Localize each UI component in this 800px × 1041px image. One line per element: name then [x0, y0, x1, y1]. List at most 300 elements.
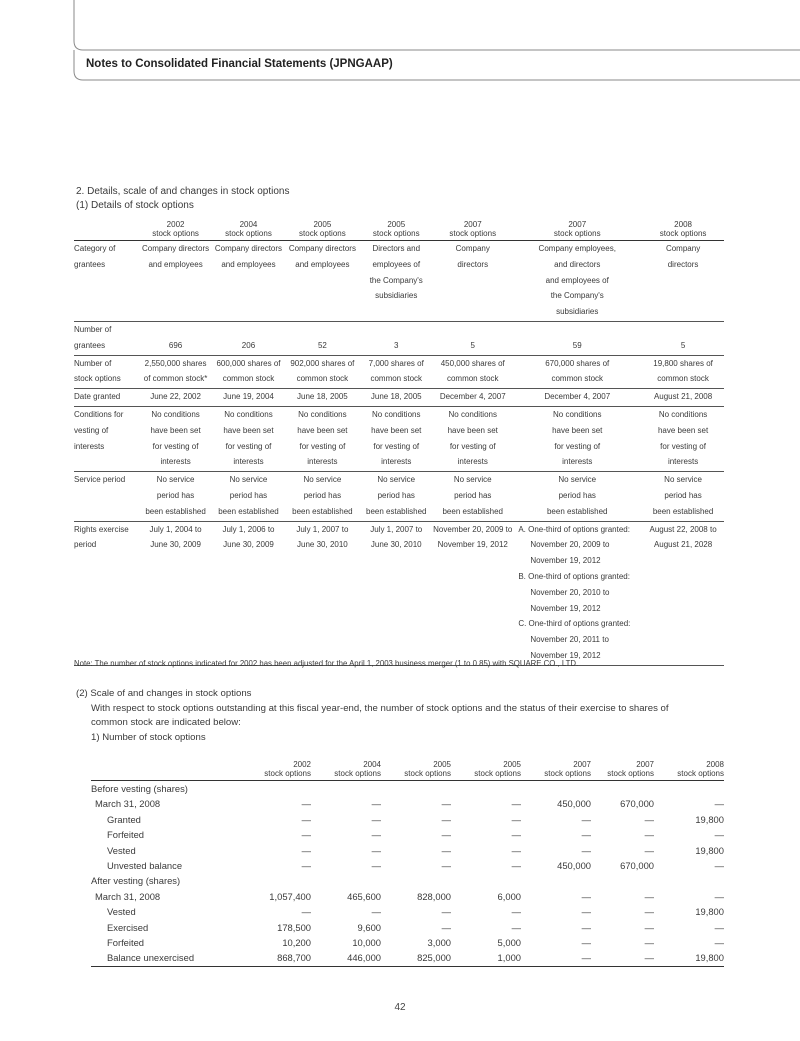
cell-line: 2,550,000 shares: [144, 358, 207, 368]
cell-line: [285, 322, 359, 338]
table-cell: [642, 472, 724, 521]
cell-line: November 20, 2010 to: [530, 587, 610, 597]
table-cell: [433, 521, 512, 665]
table-cell: —: [301, 860, 311, 872]
table-cell: —: [644, 921, 654, 933]
table-cell: [381, 873, 451, 888]
row-label-line: Service period: [74, 475, 126, 485]
column-header-line: 2005: [503, 760, 521, 769]
paragraph-line-1: With respect to stock options outstanding at this fiscal year-end, the number of stock options and the status of their exercise to shares of: [91, 703, 669, 714]
row-label-line: Rights exercise: [74, 524, 129, 534]
cell-line: A. One-third of options granted:: [518, 524, 630, 534]
cell-line: 600,000 shares of: [216, 358, 281, 368]
column-header: [212, 220, 286, 241]
cell-line: the Company's: [369, 275, 423, 285]
row-label: [74, 472, 140, 521]
table-cell: [433, 389, 512, 407]
cell-line: June 30, 2009: [150, 540, 201, 550]
cell-line: [140, 322, 212, 338]
cell-line: employees of: [372, 259, 421, 269]
table-cell: [212, 321, 286, 355]
table-cell: —: [301, 798, 311, 810]
table-cell: —: [581, 921, 591, 933]
cell-line: June 30, 2010: [370, 540, 422, 550]
cell-line: common stock: [551, 374, 604, 384]
row-label-line: Number of: [74, 324, 112, 334]
cell-line: August 21, 2008: [653, 392, 713, 402]
column-header: [642, 220, 724, 241]
row-label-line: grantees: [74, 340, 106, 350]
cell-line: Company: [665, 244, 701, 253]
table-cell: 450,000: [557, 860, 591, 872]
column-header-line: 2005: [387, 220, 406, 229]
row-label-line: interests: [74, 441, 105, 451]
table-cell: —: [644, 813, 654, 825]
table-cell: —: [581, 844, 591, 856]
column-header: [241, 760, 311, 781]
table-cell: —: [581, 813, 591, 825]
column-header: [381, 760, 451, 781]
table-cell: 825,000: [381, 950, 451, 966]
cell-line: August 21, 2028: [653, 540, 713, 550]
cell-line: directors: [457, 259, 489, 269]
column-header: [140, 220, 212, 241]
column-header-line: stock options: [677, 769, 724, 778]
cell-line: for vesting of: [152, 441, 199, 451]
cell-line: common stock: [296, 374, 349, 384]
table-row: [91, 920, 724, 935]
cell-line: [212, 322, 286, 338]
cell-line: C. One-third of options granted:: [518, 619, 631, 629]
column-header-line: stock options: [225, 229, 272, 238]
column-header: [451, 760, 521, 781]
cell-line: November 19, 2012: [530, 603, 601, 613]
row-label: March 31, 2008: [95, 798, 161, 810]
cell-line: 902,000 shares of: [290, 358, 355, 368]
table-row: [91, 843, 724, 858]
table-cell: —: [511, 798, 521, 810]
cell-line: common stock: [222, 374, 275, 384]
table-cell: 9,600: [357, 921, 381, 933]
table-cell: [285, 321, 359, 355]
row-label: [74, 321, 140, 355]
table-cell: —: [644, 844, 654, 856]
table-cell: [241, 873, 311, 888]
table-row: [74, 355, 724, 389]
column-header-line: 2005: [433, 760, 451, 769]
table-cell: —: [511, 906, 521, 918]
cell-line: common stock: [370, 374, 423, 384]
table-cell: 1,057,400: [269, 890, 311, 902]
table-cell: [359, 355, 433, 389]
table-cell: [359, 472, 433, 521]
cell-line: period has: [156, 490, 195, 500]
table-row: [74, 241, 724, 322]
row-label-line: vesting of: [74, 425, 109, 435]
page-number: 42: [394, 1002, 406, 1013]
cell-line: Company directors: [142, 244, 210, 253]
cell-line: and employees: [295, 259, 350, 269]
table-cell: 670,000: [620, 860, 654, 872]
row-label: Balance unexercised: [91, 950, 241, 966]
table-cell: —: [581, 829, 591, 841]
cell-line: interests: [307, 457, 338, 467]
table-cell: 19,800: [695, 906, 724, 918]
cell-line: B. One-third of options granted:: [518, 571, 630, 581]
column-header: [311, 760, 381, 781]
table-note: Note: The number of stock options indicated for 2002 has been adjusted for the April 1, 2003 business merger (1 to 0.85) with SQUARE CO., LTD.: [74, 659, 579, 668]
cell-line: period has: [303, 490, 342, 500]
cell-line: been established: [218, 506, 279, 516]
cell-line: November 20, 2009 to: [433, 524, 513, 534]
column-header: [359, 220, 433, 241]
row-label-line: stock options: [74, 374, 121, 384]
table-cell: [433, 355, 512, 389]
column-header-line: stock options: [544, 769, 591, 778]
row-label: [74, 521, 140, 665]
cell-line: for vesting of: [225, 441, 272, 451]
row-label: Vested: [107, 844, 136, 856]
table-cell: 19,800: [695, 813, 724, 825]
table-cell: —: [521, 950, 591, 966]
table-cell: —: [301, 829, 311, 841]
table-cell: 1,000: [451, 950, 521, 966]
table-cell: [591, 873, 654, 888]
table-cell: 828,000: [417, 890, 451, 902]
cell-line: July 1, 2007 to: [296, 524, 349, 534]
row-label: [74, 241, 140, 322]
cell-line: have been set: [657, 425, 709, 435]
table-cell: [642, 321, 724, 355]
table-cell: 10,200: [282, 937, 311, 949]
column-header: [654, 760, 724, 781]
cell-line: July 1, 2004 to: [149, 524, 202, 534]
table-cell: [642, 389, 724, 407]
cell-line: have been set: [150, 425, 201, 435]
cell-line: 3: [394, 340, 399, 350]
row-label-line: period: [74, 540, 97, 550]
cell-line: 5: [680, 340, 686, 350]
cell-line: Company directors: [214, 244, 283, 253]
cell-line: July 1, 2007 to: [370, 524, 423, 534]
column-header-line: stock options: [152, 229, 199, 238]
cell-line: of common stock*: [143, 374, 208, 384]
list-item-heading: 1) Number of stock options: [91, 732, 206, 743]
table-cell: [311, 873, 381, 888]
cell-line: been established: [145, 506, 206, 516]
cell-line: Company employees,: [538, 244, 616, 253]
table-cell: —: [714, 890, 724, 902]
cell-line: Directors and: [372, 244, 421, 253]
cell-line: No service: [377, 475, 416, 485]
row-label: Before vesting (shares): [91, 783, 188, 794]
row-label-line: grantees: [74, 259, 106, 269]
cell-line: December 4, 2007: [544, 392, 611, 402]
cell-line: interests: [457, 457, 488, 467]
cell-line: been established: [366, 506, 427, 516]
table-cell: [140, 241, 212, 322]
table-cell: [451, 781, 521, 797]
row-label: [74, 406, 140, 471]
cell-line: No conditions: [553, 409, 602, 419]
table-cell: —: [511, 844, 521, 856]
table-cell: [512, 406, 642, 471]
table-cell: [521, 873, 591, 888]
cell-line: No service: [558, 475, 597, 485]
row-label-line: Category of: [74, 244, 116, 253]
cell-line: for vesting of: [299, 441, 346, 451]
row-label-line: Conditions for: [74, 409, 124, 419]
table-cell: —: [441, 860, 451, 872]
table-row: [91, 889, 724, 904]
cell-line: August 22, 2008 to: [649, 524, 717, 534]
table-cell: [512, 472, 642, 521]
table-row: [91, 812, 724, 827]
table-cell: [140, 355, 212, 389]
cell-line: [512, 322, 642, 338]
cell-line: been established: [442, 506, 503, 516]
column-header: [285, 220, 359, 241]
cell-line: for vesting of: [449, 441, 496, 451]
page-title: Notes to Consolidated Financial Statements (JPNGAAP): [86, 58, 393, 70]
table-cell: [433, 406, 512, 471]
table-cell: —: [441, 921, 451, 933]
row-label: [74, 355, 140, 389]
row-label: After vesting (shares): [91, 875, 181, 887]
cell-line: have been set: [447, 425, 498, 435]
table-cell: [433, 241, 512, 322]
column-header-line: 2007: [463, 220, 482, 229]
table-cell: 19,800: [695, 844, 724, 856]
table-cell: 3,000: [427, 937, 451, 949]
row-label: Forfeited: [107, 937, 144, 949]
cell-line: been established: [292, 506, 353, 516]
table-row: [91, 827, 724, 842]
cell-line: have been set: [552, 425, 603, 435]
cell-line: No service: [229, 475, 268, 485]
column-header: [521, 760, 591, 781]
table-cell: —: [441, 829, 451, 841]
table-cell: [140, 406, 212, 471]
subsection-heading-1: (1) Details of stock options: [76, 200, 194, 211]
table-cell: [140, 472, 212, 521]
cell-line: period has: [229, 490, 268, 500]
table-cell: —: [371, 906, 381, 918]
cell-line: have been set: [371, 425, 422, 435]
cell-line: 206: [241, 340, 256, 350]
table-cell: —: [511, 860, 521, 872]
table-cell: —: [371, 813, 381, 825]
table-cell: —: [511, 921, 521, 933]
cell-line: June 30, 2009: [223, 540, 274, 550]
cell-line: for vesting of: [660, 441, 706, 451]
column-header-line: stock options: [474, 769, 521, 778]
table-cell: —: [714, 937, 724, 949]
column-header-line: stock options: [299, 229, 346, 238]
table-cell: —: [581, 906, 591, 918]
cell-line: and employees of: [545, 275, 609, 285]
cell-line: June 19, 2004: [223, 392, 274, 402]
table-cell: —: [371, 798, 381, 810]
cell-line: interests: [562, 457, 593, 467]
column-header-line: stock options: [553, 229, 601, 238]
table-cell: 450,000: [557, 798, 591, 810]
cell-line: 696: [168, 340, 183, 350]
table-cell: [521, 781, 591, 797]
cell-line: No conditions: [224, 409, 273, 419]
table-cell: [311, 781, 381, 797]
paragraph-line-2: common stock are indicated below:: [91, 717, 241, 728]
cell-line: 59: [572, 340, 582, 350]
table-cell: —: [371, 829, 381, 841]
column-header-line: stock options: [334, 769, 381, 778]
column-header-line: 2002: [293, 760, 311, 769]
cell-line: the Company's: [550, 291, 604, 301]
table-cell: —: [301, 844, 311, 856]
cell-line: been established: [546, 506, 608, 516]
table-row: [91, 950, 724, 966]
table-cell: —: [714, 921, 724, 933]
table-cell: —: [371, 860, 381, 872]
stock-options-number-table: [91, 760, 724, 967]
cell-line: [642, 322, 724, 338]
table-cell: 19,800: [654, 950, 724, 966]
column-header: [512, 220, 642, 241]
table-cell: —: [581, 890, 591, 902]
column-header: [591, 760, 654, 781]
table-row: [74, 321, 724, 355]
table-row: [91, 873, 724, 888]
table-cell: [451, 873, 521, 888]
table-cell: —: [441, 798, 451, 810]
row-label: Unvested balance: [107, 860, 183, 872]
table-cell: [285, 389, 359, 407]
section-heading: 2. Details, scale of and changes in stock options: [76, 186, 290, 197]
table-cell: [212, 389, 286, 407]
cell-line: December 4, 2007: [439, 392, 506, 402]
table-cell: [212, 406, 286, 471]
column-header-line: 2007: [573, 760, 591, 769]
table-cell: [591, 781, 654, 797]
table-cell: [642, 406, 724, 471]
table-cell: —: [441, 813, 451, 825]
column-header-line: 2007: [568, 220, 587, 229]
column-header-line: stock options: [264, 769, 311, 778]
row-label: Forfeited: [107, 829, 144, 841]
table-cell: [512, 521, 642, 665]
table-cell: 6,000: [497, 890, 521, 902]
table-cell: [212, 472, 286, 521]
table-cell: [654, 781, 724, 797]
table-cell: [512, 389, 642, 407]
table-row: [91, 858, 724, 873]
cell-line: 52: [317, 340, 327, 350]
table-cell: [285, 472, 359, 521]
table-row: [91, 904, 724, 919]
cell-line: No service: [453, 475, 492, 485]
table-cell: [359, 321, 433, 355]
table-cell: [140, 389, 212, 407]
table-cell: [212, 521, 286, 665]
cell-line: No service: [664, 475, 702, 485]
cell-line: and employees: [148, 259, 203, 269]
cell-line: period has: [664, 490, 702, 500]
column-header-line: 2004: [239, 220, 258, 229]
column-header-line: 2008: [674, 220, 692, 229]
table-cell: 868,700: [241, 950, 311, 966]
table-cell: —: [301, 813, 311, 825]
table-row: [74, 389, 724, 407]
table-cell: [359, 241, 433, 322]
column-header-line: stock options: [404, 769, 451, 778]
table-cell: [285, 355, 359, 389]
table-row: [91, 781, 724, 797]
cell-line: 670,000 shares of: [545, 358, 610, 368]
cell-line: No service: [156, 475, 195, 485]
cell-line: November 20, 2011 to: [530, 635, 609, 645]
column-header-line: stock options: [449, 229, 497, 238]
row-label: Vested: [107, 906, 136, 918]
row-label: March 31, 2008: [95, 890, 161, 902]
header-blank: [74, 220, 140, 241]
table-row: [91, 935, 724, 950]
cell-line: for vesting of: [554, 441, 601, 451]
table-cell: 465,600: [347, 890, 381, 902]
cell-line: June 18, 2005: [370, 392, 422, 402]
subsection-heading-2: (2) Scale of and changes in stock options: [76, 688, 252, 699]
cell-line: and directors: [554, 259, 601, 269]
stock-options-details-table: [74, 220, 724, 666]
column-header-line: 2004: [363, 760, 381, 769]
table-cell: [140, 321, 212, 355]
column-header: [433, 220, 512, 241]
table-cell: —: [714, 829, 724, 841]
table-cell: [654, 873, 724, 888]
table-cell: —: [371, 844, 381, 856]
table-cell: —: [581, 937, 591, 949]
table-row: [74, 406, 724, 471]
cell-line: No conditions: [448, 409, 497, 419]
cell-line: interests: [381, 457, 412, 467]
cell-line: and employees: [221, 259, 276, 269]
cell-line: 19,800 shares of: [653, 358, 713, 368]
cell-line: [359, 322, 433, 338]
table-row: [74, 472, 724, 521]
table-cell: —: [714, 860, 724, 872]
table-cell: —: [644, 906, 654, 918]
table-cell: —: [591, 950, 654, 966]
row-label: Exercised: [107, 921, 149, 933]
cell-line: directors: [667, 259, 699, 269]
table-cell: [381, 781, 451, 797]
table-cell: [241, 781, 311, 797]
cell-line: June 18, 2005: [297, 392, 348, 402]
cell-line: No conditions: [151, 409, 200, 419]
cell-line: interests: [667, 457, 699, 467]
table-cell: —: [511, 829, 521, 841]
cell-line: November 19, 2012: [437, 540, 508, 550]
table-cell: [642, 355, 724, 389]
cell-line: been established: [652, 506, 714, 516]
column-header-line: stock options: [659, 229, 707, 238]
table-row: [74, 521, 724, 665]
table-cell: [140, 521, 212, 665]
header-blank: [91, 760, 241, 781]
cell-line: November 19, 2012: [530, 650, 601, 660]
cell-line: No conditions: [298, 409, 347, 419]
cell-line: November 20, 2009 to: [530, 540, 610, 550]
table-cell: 5,000: [497, 937, 521, 949]
